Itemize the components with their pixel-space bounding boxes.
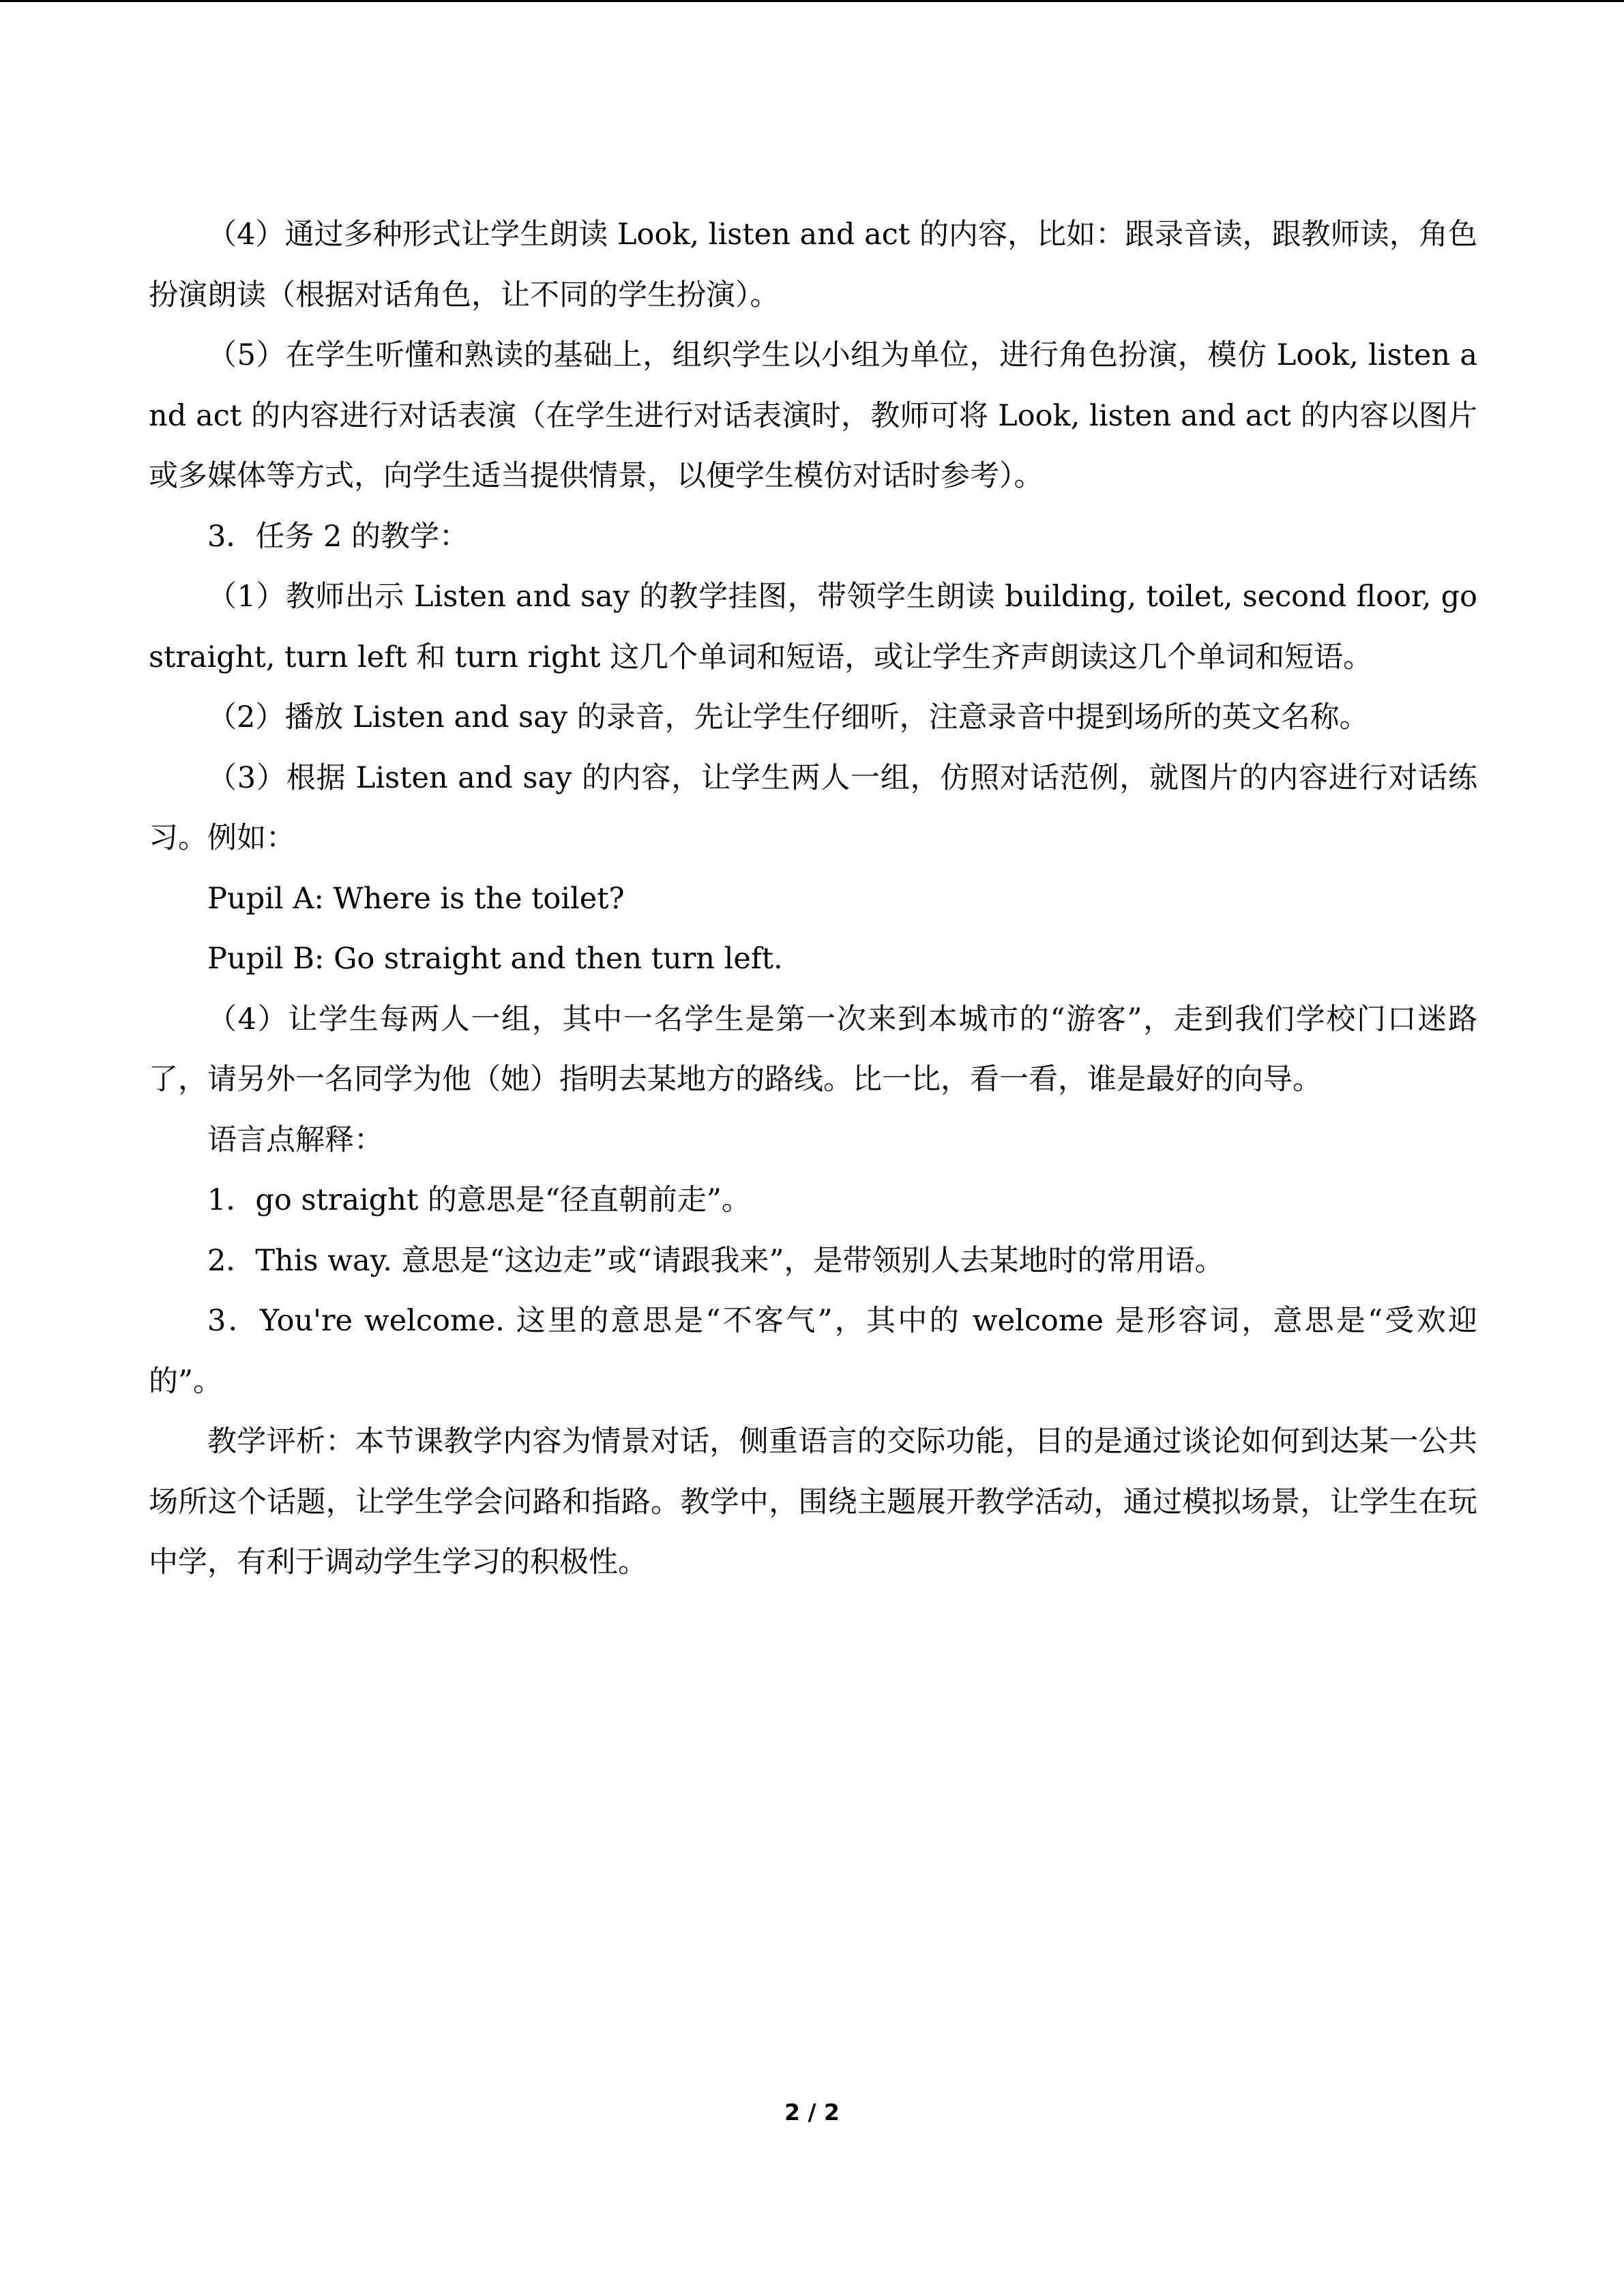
document-body — [149, 205, 1477, 1593]
page-top-border — [0, 0, 1624, 2]
dialogue-line-pupil-a: Pupil A: Where is the toilet? — [207, 881, 625, 916]
paragraph-task2-step-3: （3）根据 Listen and say 的内容，让学生两人一组，仿照对话范例，就图片的内容进行对话练习。例如： — [149, 760, 1477, 855]
heading-task-2: 3．任务 2 的教学： — [207, 519, 469, 554]
dialogue-line-pupil-b: Pupil B: Go straight and then turn left. — [207, 942, 783, 976]
paragraph-task2-step-4: （4）让学生每两人一组，其中一名学生是第一次来到本城市的“游客”，走到我们学校门口迷路了，请另外一名同学为他（她）指明去某地方的路线。比一比，看一看，谁是最好的向导。 — [149, 1002, 1477, 1097]
paragraph-task2-step-2: （2）播放 Listen and say 的录音，先让学生仔细听，注意录音中提到场所的英文名称。 — [207, 700, 1369, 734]
heading-language-points: 语言点解释： — [207, 1122, 383, 1157]
page-number: 2 / 2 — [784, 2099, 840, 2126]
paragraph-teaching-evaluation: 教学评析：本节课教学内容为情景对话，侧重语言的交际功能，目的是通过谈论如何到达某一公共场所这个话题，让学生学会问路和指路。教学中，围绕主题展开教学活动，通过模拟场景，让学生在玩中学，有利于调动学生学习的积极性。 — [149, 1425, 1477, 1579]
paragraph-task2-step-1: （1）教师出示 Listen and say 的教学挂图，带领学生朗读 building, toilet, second floor, go straight, turn left 和 turn right 这几个单词和短语，或让学生齐声朗读这几个单词和短语。 — [149, 580, 1477, 674]
paragraph-step-5-role-play: （5）在学生听懂和熟读的基础上，组织学生以小组为单位，进行角色扮演，模仿 Look, listen and act 的内容进行对话表演（在学生进行对话表演时，教师可将 Look, listen and act 的内容以图片或多媒体等方式，向学生适当提供情景，以便学生模仿对话时参考）。 — [149, 338, 1477, 493]
paragraph-step-4-read-aloud: （4）通过多种形式让学生朗读 Look, listen and act 的内容，比如：跟录音读，跟教师读，角色扮演朗读（根据对话角色，让不同的学生扮演）。 — [149, 218, 1477, 312]
language-point-3: 3．You're welcome. 这里的意思是“不客气”，其中的 welcome 是形容词，意思是“受欢迎的”。 — [149, 1304, 1477, 1399]
language-point-2: 2．This way. 意思是“这边走”或“请跟我来”，是带领别人去某地时的常用语。 — [207, 1243, 1224, 1278]
language-point-1: 1．go straight 的意思是“径直朝前走”。 — [207, 1183, 751, 1217]
